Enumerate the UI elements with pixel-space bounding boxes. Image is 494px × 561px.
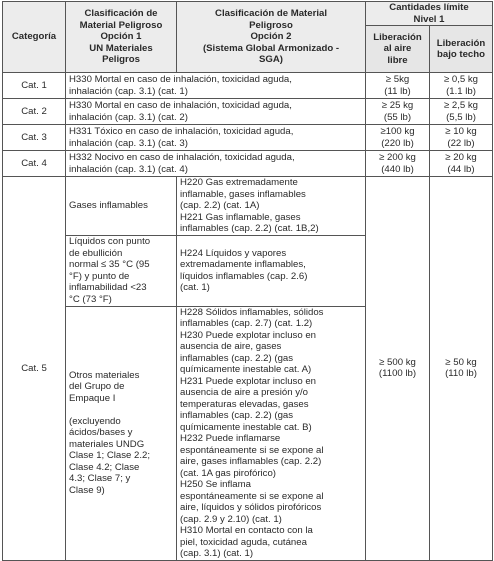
header-categoria: Categoría bbox=[3, 2, 66, 73]
limit-aire-libre: ≥ 200 kg (440 lb) bbox=[366, 151, 430, 177]
table-row bbox=[3, 99, 493, 125]
category-cell: Cat. 4 bbox=[3, 151, 66, 177]
limit-aire-libre: ≥ 5kg (11 lb) bbox=[366, 73, 430, 99]
option-2-cell: H228 Sólidos inflamables, sólidos inflamables (cap. 2.7) (cat. 1.2) H230 Puede explotar incluso en ausencia de aire, gases inflamables (cap. 2.2) (gas químicamente inestable cat. A) H231 Puede explotar incluso en ausencia de aire a presión y/o temperaturas elevadas, gases inflamables (cap. 2.2) (gas químicamente inestable cat. B) H232 Puede inflamarse espontáneamente si se expone al aire, gases inflamables (cap. 2.2) (cat. 1A gas pirofórico) H250 Se inflama espontáneamente si se expone al aire, líquidos y sólidos pirofóricos (cap. 2.9 y 2.10) (cat. 1) H310 Mortal en contacto con la piel, toxicidad aguda, cutánea (cap. 3.1) (cat. 1) bbox=[177, 306, 366, 560]
hazard-classification-table bbox=[2, 1, 493, 561]
header-option-1: Clasificación de Material Peligroso Opción 1 UN Materiales Peligros bbox=[66, 2, 177, 73]
table-row bbox=[3, 73, 493, 99]
category-cell: Cat. 5 bbox=[3, 177, 66, 561]
category-cell: Cat. 2 bbox=[3, 99, 66, 125]
limit-bajo-techo: ≥ 0,5 kg (1.1 lb) bbox=[430, 73, 493, 99]
classification-cell: H332 Nocivo en caso de inhalación, toxicidad aguda, inhalación (cap. 3.1) (cat. 4) bbox=[66, 151, 366, 177]
table-row bbox=[3, 125, 493, 151]
table-row bbox=[3, 151, 493, 177]
option-1-cell: Líquidos con punto de ebullición normal ≤ 35 °C (95 °F) y punto de inflamabilidad <23 °C (73 °F) bbox=[66, 235, 177, 306]
header-liberacion-bajo-techo: Liberación bajo techo bbox=[430, 26, 493, 73]
classification-cell: H330 Mortal en caso de inhalación, toxicidad aguda, inhalación (cap. 3.1) (cat. 2) bbox=[66, 99, 366, 125]
option-1-cell: Gases inflamables bbox=[66, 177, 177, 236]
header-liberacion-aire-libre: Liberación al aire libre bbox=[366, 26, 430, 73]
header-option-2: Clasificación de Material Peligroso Opción 2 (Sistema Global Armonizado - SGA) bbox=[177, 2, 366, 73]
table-row bbox=[3, 177, 493, 236]
limit-aire-libre: ≥ 25 kg (55 lb) bbox=[366, 99, 430, 125]
category-cell: Cat. 3 bbox=[3, 125, 66, 151]
option-1-cell: Otros materiales del Grupo de Empaque I (excluyendo ácidos/bases y materiales UNDG Clase 1; Clase 2.2; Clase 4.2; Clase 4.3; Clase 7; y Clase 9) bbox=[66, 306, 177, 560]
option-2-cell: H220 Gas extremadamente inflamable, gases inflamables (cap. 2.2) (cat. 1A) H221 Gas inflamable, gases inflamables (cap. 2.2) (cat. 1B,2) bbox=[177, 177, 366, 236]
limit-aire-libre: ≥100 kg (220 lb) bbox=[366, 125, 430, 151]
option-2-cell: H224 Líquidos y vapores extremadamente inflamables, líquidos inflamables (cap. 2.6) (cat. 1) bbox=[177, 235, 366, 306]
limit-bajo-techo: ≥ 50 kg (110 lb) bbox=[430, 177, 493, 561]
limit-bajo-techo: ≥ 10 kg (22 lb) bbox=[430, 125, 493, 151]
header-cantidades-limite: Cantidades límite Nivel 1 bbox=[366, 2, 493, 26]
classification-cell: H331 Tóxico en caso de inhalación, toxicidad aguda, inhalación (cap. 3.1) (cat. 3) bbox=[66, 125, 366, 151]
limit-bajo-techo: ≥ 2,5 kg (5,5 lb) bbox=[430, 99, 493, 125]
limit-bajo-techo: ≥ 20 kg (44 lb) bbox=[430, 151, 493, 177]
classification-cell: H330 Mortal en caso de inhalación, toxicidad aguda, inhalación (cap. 3.1) (cat. 1) bbox=[66, 73, 366, 99]
limit-aire-libre: ≥ 500 kg (1100 lb) bbox=[366, 177, 430, 561]
category-cell: Cat. 1 bbox=[3, 73, 66, 99]
